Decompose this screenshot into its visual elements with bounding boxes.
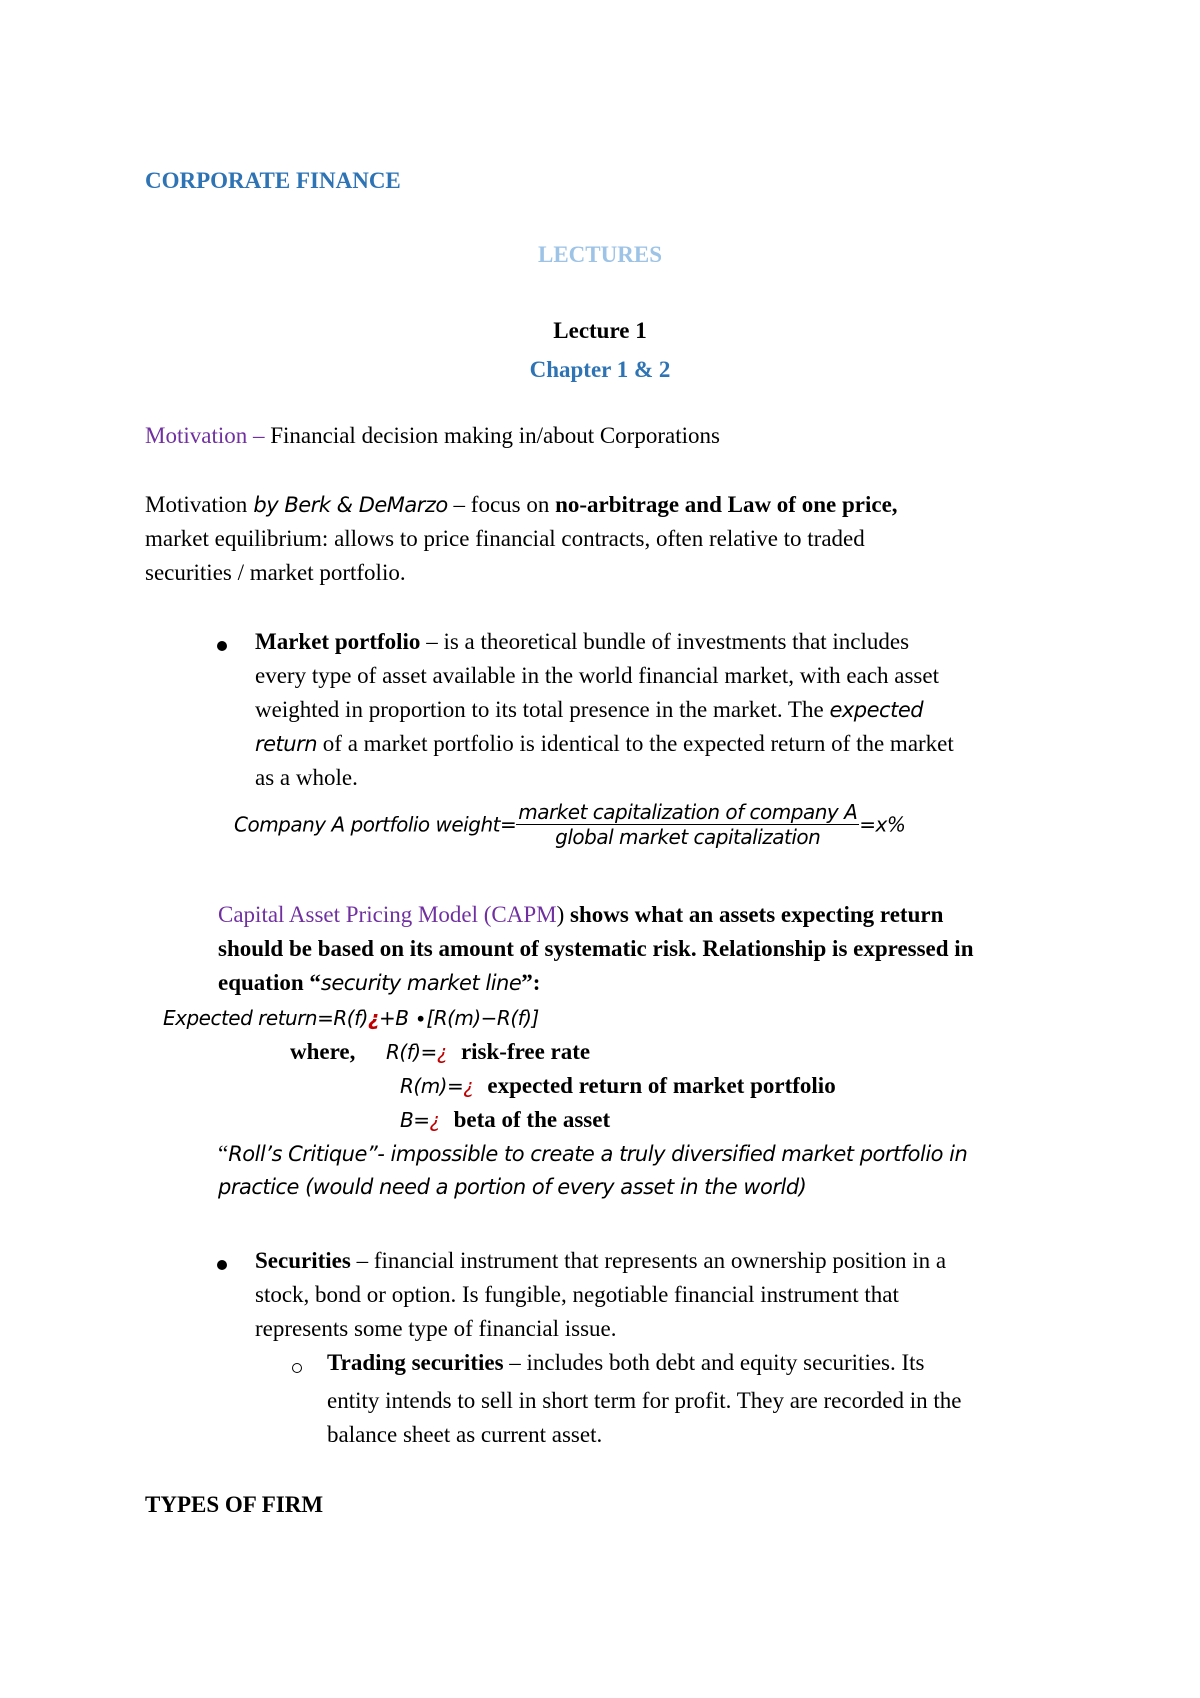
motivation-berk-mid: – focus on	[447, 492, 556, 517]
market-portfolio-line4	[255, 727, 954, 761]
market-portfolio-expected: expected	[829, 698, 924, 722]
capm-text3a: equation “	[218, 970, 321, 995]
capm-line1	[218, 898, 943, 932]
capm-rf-row	[386, 1035, 590, 1069]
capm-eq-part1: Expected return=R(f)	[163, 1006, 368, 1030]
market-portfolio-term: Market portfolio	[255, 629, 421, 654]
formula-denominator: global market capitalization	[555, 825, 821, 849]
motivation-berk-by: by Berk & DeMarzo	[247, 493, 448, 517]
motivation-text: Financial decision making in/about Corporations	[264, 423, 720, 448]
document-title: CORPORATE FINANCE	[145, 168, 401, 193]
market-portfolio-line5: as a whole.	[255, 765, 358, 790]
trading-securities-line3: balance sheet as current asset.	[327, 1422, 603, 1447]
capm-rm-row	[400, 1069, 836, 1103]
capm-rf-mark: ¿	[436, 1040, 447, 1064]
formula-fraction	[516, 800, 859, 849]
capm-rf-desc: risk-free rate	[460, 1039, 591, 1064]
capm-sml: security market line	[320, 971, 522, 995]
portfolio-weight-formula	[234, 800, 905, 849]
capm-line3	[218, 966, 540, 1000]
capm-text3c: ”:	[521, 970, 541, 995]
capm-term: Capital Asset Pricing Model (CAPM	[218, 902, 557, 927]
trading-securities-text1: – includes both debt and equity securities. Its	[503, 1350, 925, 1375]
capm-b-row	[400, 1103, 610, 1137]
bullet-icon	[217, 641, 227, 651]
motivation-berk-bold: no-arbitrage and Law of one price,	[555, 492, 898, 517]
capm-b-mark: ¿	[429, 1108, 440, 1132]
motivation-berk-line2: market equilibrium: allows to price financial contracts, often relative to traded	[145, 526, 865, 551]
chapter-heading: Chapter 1 & 2	[529, 357, 671, 382]
trading-securities-line1	[327, 1346, 925, 1380]
capm-equation	[163, 1006, 539, 1030]
capm-rm-mark: ¿	[463, 1074, 474, 1098]
market-portfolio-return: return	[255, 732, 318, 756]
capm-line2: should be based on its amount of systematic risk. Relationship is expressed in	[218, 936, 974, 961]
capm-b: B=	[400, 1108, 430, 1132]
market-portfolio-line3	[255, 693, 923, 727]
capm-b-desc: beta of the asset	[453, 1107, 611, 1132]
critique-text1: ”- impossible to create a truly diversified market portfolio in	[366, 1142, 968, 1166]
motivation-line	[145, 419, 720, 453]
formula-numerator: market capitalization of company A	[518, 800, 858, 824]
capm-rm: R(m)=	[400, 1074, 464, 1098]
rolls-critique-line1	[218, 1137, 967, 1171]
capm-close: )	[556, 902, 565, 927]
market-portfolio-text4: of a market portfolio is identical to the expected return of the market	[317, 731, 954, 756]
motivation-berk-line1	[145, 488, 898, 522]
critique-term: Roll’s Critique	[228, 1142, 367, 1166]
motivation-berk-lead: Motivation	[145, 492, 248, 517]
trading-securities-line2: entity intends to sell in short term for profit. They are recorded in the	[327, 1388, 962, 1413]
lectures-heading: LECTURES	[538, 242, 662, 267]
market-portfolio-text3: weighted in proportion to its total presence in the market. The	[255, 697, 830, 722]
capm-where: where,	[290, 1039, 356, 1064]
securities-term: Securities	[255, 1248, 351, 1273]
capm-rf: R(f)=	[386, 1040, 437, 1064]
capm-rm-desc: expected return of market portfolio	[487, 1073, 836, 1098]
trading-securities-term: Trading securities	[327, 1350, 504, 1375]
capm-text1: shows what an assets expecting return	[564, 902, 944, 927]
market-portfolio-text1: – is a theoretical bundle of investments that includes	[420, 629, 910, 654]
rolls-critique-line2: practice (would need a portion of every asset in the world)	[218, 1175, 807, 1199]
securities-line3: represents some type of financial issue.	[255, 1316, 617, 1341]
bullet-icon	[217, 1260, 227, 1270]
motivation-berk-line3: securities / market portfolio.	[145, 560, 406, 585]
capm-eq-red: ¿	[367, 1006, 380, 1030]
market-portfolio-line2: every type of asset available in the world financial market, with each asset	[255, 663, 939, 688]
motivation-label: Motivation –	[145, 423, 265, 448]
formula-rhs: =x%	[859, 812, 906, 837]
securities-line1	[255, 1244, 946, 1278]
lecture-heading: Lecture 1	[553, 318, 647, 343]
capm-eq-part2: +B ∙[R(m)−R(f)]	[379, 1006, 539, 1030]
formula-lhs: Company A portfolio weight=	[234, 812, 517, 837]
critique-open-quote: “	[218, 1141, 229, 1166]
market-portfolio-line1	[255, 625, 909, 659]
types-of-firm-heading: TYPES OF FIRM	[145, 1492, 324, 1517]
securities-text1: – financial instrument that represents an ownership position in a	[350, 1248, 947, 1273]
sub-bullet-icon	[292, 1363, 302, 1373]
securities-line2: stock, bond or option. Is fungible, negotiable financial instrument that	[255, 1282, 899, 1307]
